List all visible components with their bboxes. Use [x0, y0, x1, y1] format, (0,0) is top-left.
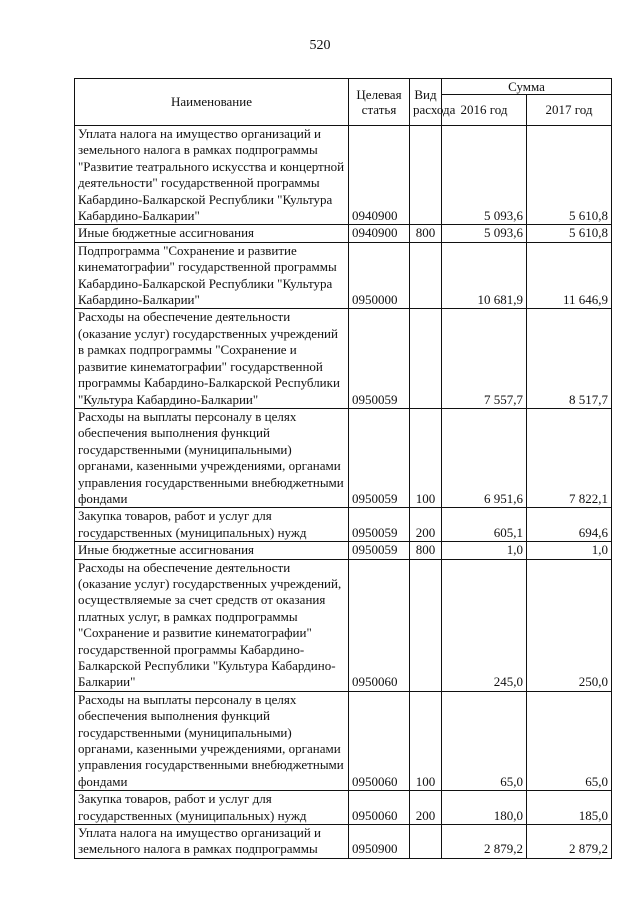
row-sum-2016-cell: 180,0	[442, 791, 527, 825]
row-sum-2016-cell: 2 879,2	[442, 825, 527, 859]
row-code-cell: 0950060	[349, 791, 410, 825]
page-number: 520	[309, 38, 331, 53]
row-name-cell: Расходы на обеспечение деятельности (оказание услуг) государственных учреждений в рамках подпрограммы "Сохранение и развитие кинематографии" государственной программы Кабардино-Балкарской Республики "Культура Кабардино-Балкарии"	[75, 309, 349, 408]
row-expense-type-cell	[410, 559, 442, 691]
row-name-cell: Уплата налога на имущество организаций и земельного налога в рамках подпрограммы	[75, 825, 349, 859]
table-row	[75, 559, 612, 691]
row-code-cell: 0950000	[349, 242, 410, 309]
table-row	[75, 508, 612, 542]
row-expense-type-cell: 100	[410, 408, 442, 507]
row-code-cell: 0950059	[349, 408, 410, 507]
row-sum-2017-cell: 65,0	[527, 691, 612, 790]
table-row	[75, 825, 612, 859]
row-sum-2017-cell: 250,0	[527, 559, 612, 691]
row-sum-2016-cell: 65,0	[442, 691, 527, 790]
row-expense-type-cell: 200	[410, 791, 442, 825]
header-expense-type: Вид расхода	[410, 79, 442, 126]
row-sum-2017-cell: 5 610,8	[527, 126, 612, 225]
row-code-cell: 0940900	[349, 225, 410, 242]
header-year-2017: 2017 год	[527, 95, 612, 126]
header-code: Целевая статья	[349, 79, 410, 126]
row-code-cell: 0950900	[349, 825, 410, 859]
row-sum-2016-cell: 5 093,6	[442, 225, 527, 242]
row-expense-type-cell: 800	[410, 542, 442, 559]
row-code-cell: 0950059	[349, 309, 410, 408]
row-expense-type-cell: 200	[410, 508, 442, 542]
row-code-cell: 0950060	[349, 559, 410, 691]
row-name-cell: Подпрограмма "Сохранение и развитие кинематографии" государственной программы Кабардино-Балкарской Республики "Культура Кабардино-Балкарии"	[75, 242, 349, 309]
row-sum-2017-cell: 185,0	[527, 791, 612, 825]
row-expense-type-cell: 800	[410, 225, 442, 242]
table-row	[75, 309, 612, 408]
row-expense-type-cell: 100	[410, 691, 442, 790]
table-row	[75, 225, 612, 242]
row-sum-2017-cell: 7 822,1	[527, 408, 612, 507]
row-name-cell: Иные бюджетные ассигнования	[75, 225, 349, 242]
row-sum-2016-cell: 6 951,6	[442, 408, 527, 507]
row-sum-2016-cell: 245,0	[442, 559, 527, 691]
table-row	[75, 126, 612, 225]
row-name-cell: Расходы на выплаты персоналу в целях обеспечения выполнения функций государственными (муниципальными) органами, казенными учреждениями, органами управления государственными внебюджетными фондами	[75, 691, 349, 790]
budget-table	[74, 78, 612, 859]
row-code-cell: 0950059	[349, 542, 410, 559]
row-name-cell: Закупка товаров, работ и услуг для государственных (муниципальных) нужд	[75, 791, 349, 825]
row-sum-2016-cell: 5 093,6	[442, 126, 527, 225]
table-body	[75, 126, 612, 859]
row-sum-2017-cell: 5 610,8	[527, 225, 612, 242]
row-code-cell: 0950059	[349, 508, 410, 542]
row-sum-2017-cell: 1,0	[527, 542, 612, 559]
table-row	[75, 408, 612, 507]
table-row	[75, 542, 612, 559]
row-sum-2017-cell: 8 517,7	[527, 309, 612, 408]
row-name-cell: Иные бюджетные ассигнования	[75, 542, 349, 559]
row-sum-2016-cell: 10 681,9	[442, 242, 527, 309]
row-expense-type-cell	[410, 242, 442, 309]
row-name-cell: Закупка товаров, работ и услуг для государственных (муниципальных) нужд	[75, 508, 349, 542]
row-code-cell: 0950060	[349, 691, 410, 790]
row-code-cell: 0940900	[349, 126, 410, 225]
table-header	[75, 79, 612, 126]
table-row	[75, 691, 612, 790]
row-expense-type-cell	[410, 126, 442, 225]
row-expense-type-cell	[410, 309, 442, 408]
header-year-2016: 2016 год	[442, 95, 527, 126]
row-sum-2016-cell: 1,0	[442, 542, 527, 559]
row-name-cell: Расходы на выплаты персоналу в целях обеспечения выполнения функций государственными (муниципальными) органами, казенными учреждениями, органами управления государственными внебюджетными фондами	[75, 408, 349, 507]
table-row	[75, 242, 612, 309]
row-sum-2017-cell: 694,6	[527, 508, 612, 542]
header-name: Наименование	[75, 79, 349, 126]
row-sum-2017-cell: 2 879,2	[527, 825, 612, 859]
table-row	[75, 791, 612, 825]
row-sum-2017-cell: 11 646,9	[527, 242, 612, 309]
row-name-cell: Уплата налога на имущество организаций и земельного налога в рамках подпрограммы "Развитие театрального искусства и концертной деятельности" государственной программы Кабардино-Балкарской Республики "Культура Кабардино-Балкарии"	[75, 126, 349, 225]
row-expense-type-cell	[410, 825, 442, 859]
header-sum: Сумма	[442, 79, 612, 95]
row-name-cell: Расходы на обеспечение деятельности (оказание услуг) государственных учреждений, осуществляемые за счет средств от оказания платных услуг, в рамках подпрограммы "Сохранение и развитие кинематографии" государственной программы Кабардино-Балкарской Республики "Культура Кабардино-Балкарии"	[75, 559, 349, 691]
row-sum-2016-cell: 7 557,7	[442, 309, 527, 408]
row-sum-2016-cell: 605,1	[442, 508, 527, 542]
